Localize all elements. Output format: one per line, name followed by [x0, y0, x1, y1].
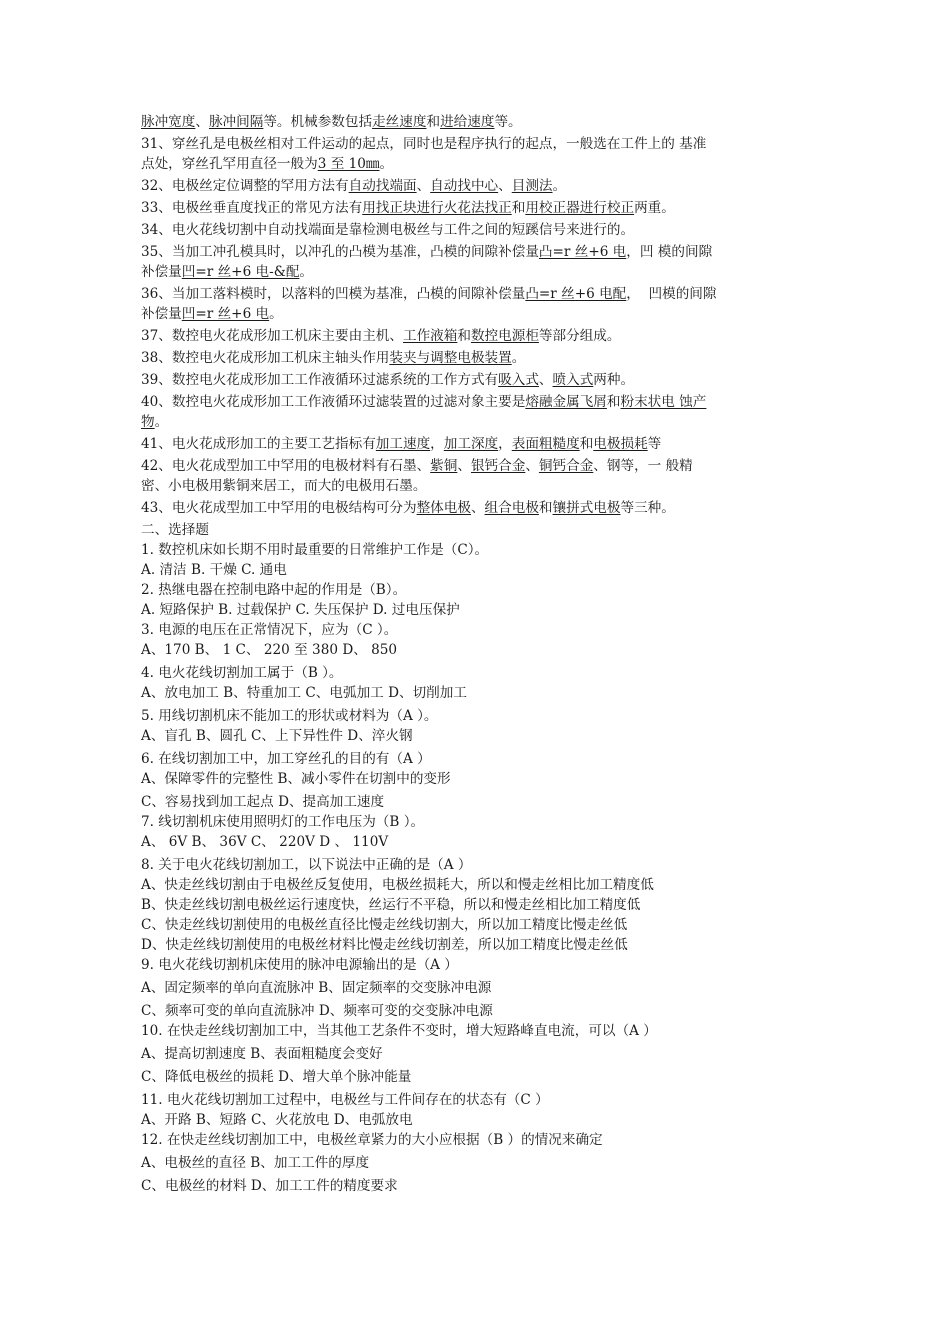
- answer-text: 脉冲宽度: [141, 114, 196, 130]
- answer-text: 银钙合金: [470, 458, 526, 474]
- question-text: 等。机械参数包括: [263, 114, 373, 130]
- question-text: 。: [154, 414, 169, 430]
- fill-in-line: [141, 456, 821, 476]
- fill-in-answers: [141, 112, 821, 518]
- options-line: A、快走丝线切割由于电极丝反复使用，电极丝损耗大，所以和慢走丝相比加工精度低: [141, 877, 654, 893]
- options-line: A. 短路保护 B. 过载保护 C. 失压保护 D. 过电压保护: [141, 602, 460, 618]
- answer-text: 凸=r 丝+6 电配: [525, 286, 627, 302]
- question-text: 、: [416, 178, 431, 194]
- answer-text: 装夹与调整电极装置: [389, 350, 512, 366]
- answer-text: 镶拼式电极: [552, 500, 621, 516]
- question-text: 、: [498, 178, 512, 194]
- fill-in-line: [141, 412, 821, 432]
- fill-in-line: [141, 476, 821, 496]
- question-text: 、钢等，一 般精: [593, 458, 693, 474]
- question-text: 42、电火花成型加工中罕用的电极材料有石墨、: [141, 458, 431, 474]
- question-line: 11. 电火花线切割加工过程中，电极丝与工件间存在的状态有（C ）: [141, 1092, 549, 1108]
- options-line: A、盲孔 B、圆孔 C、上下异性件 D、淬火钢: [141, 728, 413, 744]
- answer-text: 自动找端面: [348, 178, 417, 194]
- fill-in-line: [141, 198, 821, 218]
- fill-in-line: [141, 262, 821, 282]
- question-line: 5. 用线切割机床不能加工的形状或材料为（A ）。: [141, 708, 438, 724]
- question-text: 和: [579, 436, 594, 452]
- question-text: 。: [552, 178, 567, 194]
- answer-text: 电极损耗: [593, 436, 648, 452]
- question-text: 39、数控电火花成形加工工作液循环过滤系统的工作方式有: [141, 372, 499, 388]
- answer-text: 进给速度: [440, 114, 495, 130]
- answer-text: 用找正块进行火花法找正: [362, 200, 512, 216]
- fill-in-line: [141, 326, 821, 346]
- options-line: A. 清洁 B. 干燥 C. 通电: [141, 562, 287, 578]
- question-text: 两重。: [634, 200, 675, 216]
- answer-text: 目测法: [511, 178, 553, 194]
- answer-text: 铜钙合金: [538, 458, 594, 474]
- answer-text: 组合电极: [484, 500, 539, 516]
- question-text: 和: [606, 394, 621, 410]
- options-line: A、提高切割速度 B、表面粗糙度会变好: [141, 1046, 383, 1062]
- question-line: 12. 在快走丝线切割加工中，电极丝章紧力的大小应根据（B ）的情况来确定: [141, 1132, 603, 1148]
- question-text: ，: [498, 436, 512, 452]
- question-text: 34、电火花线切割中自动找端面是靠检测电极丝与工件之间的短蹊信号来进行的。: [141, 222, 635, 238]
- fill-in-line: [141, 392, 821, 412]
- options-line: C、频率可变的单向直流脉冲 D、频率可变的交变脉冲电源: [141, 1003, 493, 1019]
- answer-text: 紫铜: [430, 458, 458, 474]
- question-text: 。: [511, 350, 526, 366]
- question-text: 两种。: [593, 372, 635, 388]
- question-text: 、: [538, 372, 553, 388]
- options-line: B、快走丝线切割电极丝运行速度快，丝运行不平稳，所以和慢走丝相比加工精度低: [141, 897, 641, 913]
- answer-text: 脉冲间隔: [208, 114, 264, 130]
- answer-text: 加工深度: [443, 436, 499, 452]
- question-text: ， 凹模的间隙: [626, 286, 717, 302]
- question-line: 2. 热继电器在控制电路中起的作用是（B）。: [141, 582, 407, 598]
- question-text: 33、电极丝垂直度找正的常见方法有: [141, 200, 363, 216]
- question-text: 36、当加工落料模时，以落料的凹模为基准，凸模的间隙补偿量: [141, 286, 526, 302]
- question-text: 、: [525, 458, 539, 474]
- question-text: 和: [426, 114, 441, 130]
- question-text: 和: [457, 328, 471, 344]
- answer-text: 整体电极: [416, 500, 471, 516]
- options-line: C、容易找到加工起点 D、提高加工速度: [141, 794, 385, 810]
- answer-text: 数控电源柜: [470, 328, 539, 344]
- answer-text: 凸=r 丝+6 电: [538, 244, 627, 260]
- question-line: 10. 在快走丝线切割加工中，当其他工艺条件不变时，增大短路峰直电流，可以（A ）: [141, 1023, 657, 1039]
- options-line: A、开路 B、短路 C、火花放电 D、电弧放电: [141, 1112, 413, 1128]
- question-text: 等。: [494, 114, 522, 130]
- options-line: C、快走丝线切割使用的电极丝直径比慢走丝线切割大，所以加工精度比慢走丝低: [141, 917, 628, 933]
- answer-text: 熔融金属飞屑: [525, 394, 607, 410]
- question-text: 37、数控电火花成形加工机床主要由主机、: [141, 328, 403, 344]
- answer-text: 凹=r 丝+6 电: [181, 306, 270, 322]
- fill-in-line: [141, 154, 821, 174]
- question-line: 4. 电火花线切割加工属于（B ）。: [141, 665, 343, 681]
- question-line: 7. 线切割机床使用照明灯的工作电压为（B ）。: [141, 814, 425, 830]
- question-text: 。: [269, 306, 283, 322]
- section-title: 二、选择题: [141, 522, 209, 538]
- question-text: 32、电极丝定位调整的罕用方法有: [141, 178, 349, 194]
- document-page: [141, 112, 821, 1196]
- answer-text: 用校正器进行校正: [525, 200, 635, 216]
- question-text: 等: [647, 436, 662, 452]
- fill-in-line: [141, 134, 821, 154]
- answer-text: 表面粗糙度: [511, 436, 580, 452]
- answer-text: 凹=r 丝+6 电-&配: [181, 264, 300, 280]
- question-text: 、: [457, 458, 471, 474]
- multiple-choice-questions: [141, 540, 821, 1196]
- answer-text: 喷入式: [552, 372, 594, 388]
- fill-in-line: [141, 284, 821, 304]
- question-text: 。: [379, 156, 394, 172]
- question-line: 8. 关于电火花线切割加工，以下说法中正确的是（A ）: [141, 857, 472, 873]
- question-text: 补偿量: [141, 264, 182, 280]
- options-line: A、170 B、 1 C、 220 至 380 D、 850: [141, 642, 398, 658]
- question-text: 、: [470, 500, 485, 516]
- question-line: 9. 电火花线切割机床使用的脉冲电源输出的是（A ）: [141, 957, 458, 973]
- question-text: ，: [430, 436, 444, 452]
- fill-in-line: [141, 348, 821, 368]
- answer-text: 加工速度: [375, 436, 431, 452]
- question-text: 等三种。: [620, 500, 675, 516]
- question-text: 41、电火花成形加工的主要工艺指标有: [141, 436, 376, 452]
- question-text: 密、小电极用紫铜来居工，而大的电极用石墨。: [141, 478, 427, 494]
- options-line: D、快走丝线切割使用的电极丝材料比慢走丝线切割差，所以加工精度比慢走丝低: [141, 937, 628, 953]
- options-line: A、保障零件的完整性 B、减小零件在切割中的变形: [141, 771, 451, 787]
- question-text: 点处，穿丝孔罕用直径一般为: [141, 156, 318, 172]
- options-line: C、降低电极丝的损耗 D、增大单个脉冲能量: [141, 1069, 412, 1085]
- fill-in-line: [141, 498, 821, 518]
- fill-in-line: [141, 242, 821, 262]
- fill-in-line: [141, 370, 821, 390]
- question-text: 等部分组成。: [538, 328, 621, 344]
- question-text: 38、数控电火花成形加工机床主轴头作用: [141, 350, 390, 366]
- options-line: C、电极丝的材料 D、加工工件的精度要求: [141, 1178, 398, 1194]
- question-text: 。: [299, 264, 314, 280]
- fill-in-line: [141, 176, 821, 196]
- answer-text: 自动找中心: [430, 178, 499, 194]
- fill-in-line: [141, 220, 821, 240]
- question-text: 和: [511, 200, 526, 216]
- question-text: 和: [538, 500, 553, 516]
- answer-text: 吸入式: [498, 372, 539, 388]
- options-line: A、 6V B、 36V C、 220V D 、 110V: [141, 834, 389, 850]
- answer-text: 物: [141, 414, 155, 430]
- question-text: 35、当加工冲孔模具时，以冲孔的凸模为基准，凸模的间隙补偿量: [141, 244, 539, 260]
- answer-text: 走丝速度: [372, 114, 427, 130]
- fill-in-line: [141, 304, 821, 324]
- answer-text: 粉末状电 蚀产: [620, 394, 707, 410]
- question-line: 6. 在线切割加工中，加工穿丝孔的目的有（A ）: [141, 751, 431, 767]
- question-text: 43、电火花成型加工中罕用的电极结构可分为: [141, 500, 417, 516]
- question-line: 3. 电源的电压在正常情况下，应为（C ）。: [141, 622, 398, 638]
- fill-in-line: [141, 112, 821, 132]
- options-line: A、放电加工 B、特重加工 C、电弧加工 D、切削加工: [141, 685, 467, 701]
- question-text: 40、数控电火花成形加工工作液循环过滤装置的过滤对象主要是: [141, 394, 526, 410]
- answer-text: 工作液箱: [402, 328, 458, 344]
- question-text: ，凹 模的间隙: [626, 244, 713, 260]
- question-line: 1. 数控机床如长期不用时最重要的日常维护工作是（C）。: [141, 542, 489, 558]
- options-line: A、固定频率的单向直流脉冲 B、固定频率的交变脉冲电源: [141, 980, 492, 996]
- question-text: 补偿量: [141, 306, 182, 322]
- question-text: 、: [195, 114, 209, 130]
- options-line: A、电极丝的直径 B、加工工件的厚度: [141, 1155, 370, 1171]
- answer-text: 3 至 10㎜: [317, 156, 380, 172]
- question-text: 31、穿丝孔是电极丝相对工件运动的起点，同时也是程序执行的起点，一般选在工件上的 基准: [141, 136, 707, 152]
- fill-in-line: [141, 434, 821, 454]
